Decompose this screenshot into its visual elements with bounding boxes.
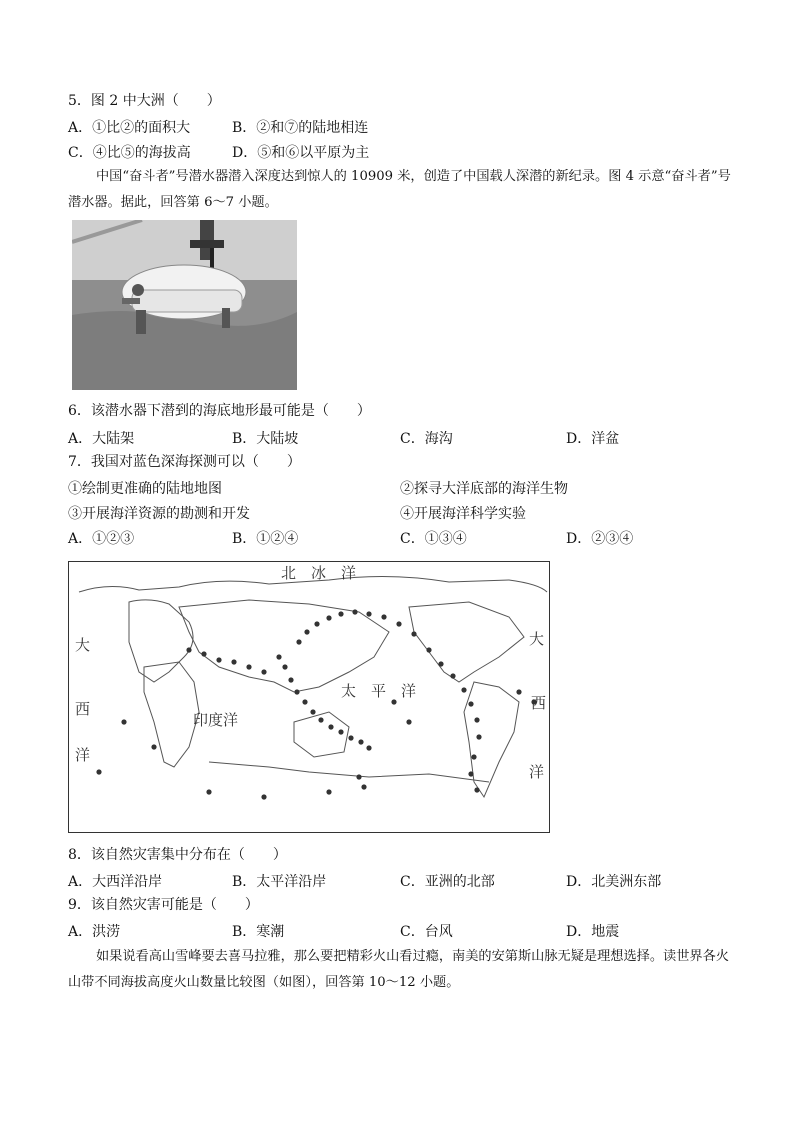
q5-option-b: B．②和⑦的陆地相连 [232, 120, 369, 136]
q7-option-c: C．①③④ [400, 531, 467, 547]
q9-option-b: B．寒潮 [232, 924, 285, 940]
q6-option-c: C．海沟 [400, 431, 453, 447]
map-label-arctic: 北 冰 洋 [281, 564, 357, 582]
map-label-atlantic-left-1: 大 [75, 636, 91, 654]
q6-option-b: B．大陆坡 [232, 431, 299, 447]
q7-item-2: ②探寻大洋底部的海洋生物 [400, 481, 568, 497]
q5-option-a: A．①比②的面积大 [68, 120, 191, 136]
q8-option-d: D．北美洲东部 [566, 874, 662, 890]
q5-option-d: D．⑤和⑥以平原为主 [232, 145, 370, 161]
q7-option-b: B．①②④ [232, 531, 299, 547]
q6-option-d: D．洋盆 [566, 431, 620, 447]
map-label-atlantic-right-1: 大 [529, 630, 545, 648]
q8-option-a: A．大西洋沿岸 [68, 874, 163, 890]
q7-item-1: ①绘制更准确的陆地地图 [68, 481, 222, 497]
q8-stem: 8．该自然灾害集中分布在（ ） [68, 847, 287, 863]
q9-stem: 9．该自然灾害可能是（ ） [68, 897, 259, 913]
q9-option-d: D．地震 [566, 924, 620, 940]
map-label-atlantic-left-2: 西 [75, 700, 91, 718]
q7-item-4: ④开展海洋科学实验 [400, 506, 526, 522]
q7-stem: 7．我国对蓝色深海探测可以（ ） [68, 454, 301, 470]
q8-option-c: C．亚洲的北部 [400, 874, 495, 890]
q8-option-b: B．太平洋沿岸 [232, 874, 327, 890]
world-map [68, 561, 550, 833]
q9-option-a: A．洪涝 [68, 924, 121, 940]
q9-option-c: C．台风 [400, 924, 453, 940]
q6-stem: 6．该潜水器下潜到的海底地形最可能是（ ） [68, 403, 371, 419]
submersible-photo [72, 220, 297, 390]
intro-6-7: 中国“奋斗者”号潜水器潜入深度达到惊人的 10909 米，创造了中国载人深潜的新纪录。图 4 示意“奋斗者”号潜水器。据此，回答第 6～7 小题。 [68, 169, 731, 210]
map-label-atlantic-left-3: 洋 [75, 746, 91, 764]
map-label-indian: 印度洋 [193, 711, 239, 729]
map-label-atlantic-right-2: 西 [531, 694, 547, 712]
q7-item-3: ③开展海洋资源的勘测和开发 [68, 506, 250, 522]
q5-option-c: C．④比⑤的海拔高 [68, 145, 191, 161]
map-label-pacific: 太 平 洋 [341, 682, 417, 700]
q5-stem: 5．图 2 中大洲（ ） [68, 93, 221, 109]
intro-10-12: 如果说看高山雪峰要去喜马拉雅，那么要把精彩火山看过瘾，南美的安第斯山脉无疑是理想选择。读世界各火山带不同海拔高度火山数量比较图（如图），回答第 10～12 小题。 [68, 949, 729, 990]
map-label-atlantic-right-3: 洋 [529, 763, 545, 781]
q7-option-d: D．②③④ [566, 531, 634, 547]
q6-option-a: A．大陆架 [68, 431, 135, 447]
q7-option-a: A．①②③ [68, 531, 135, 547]
